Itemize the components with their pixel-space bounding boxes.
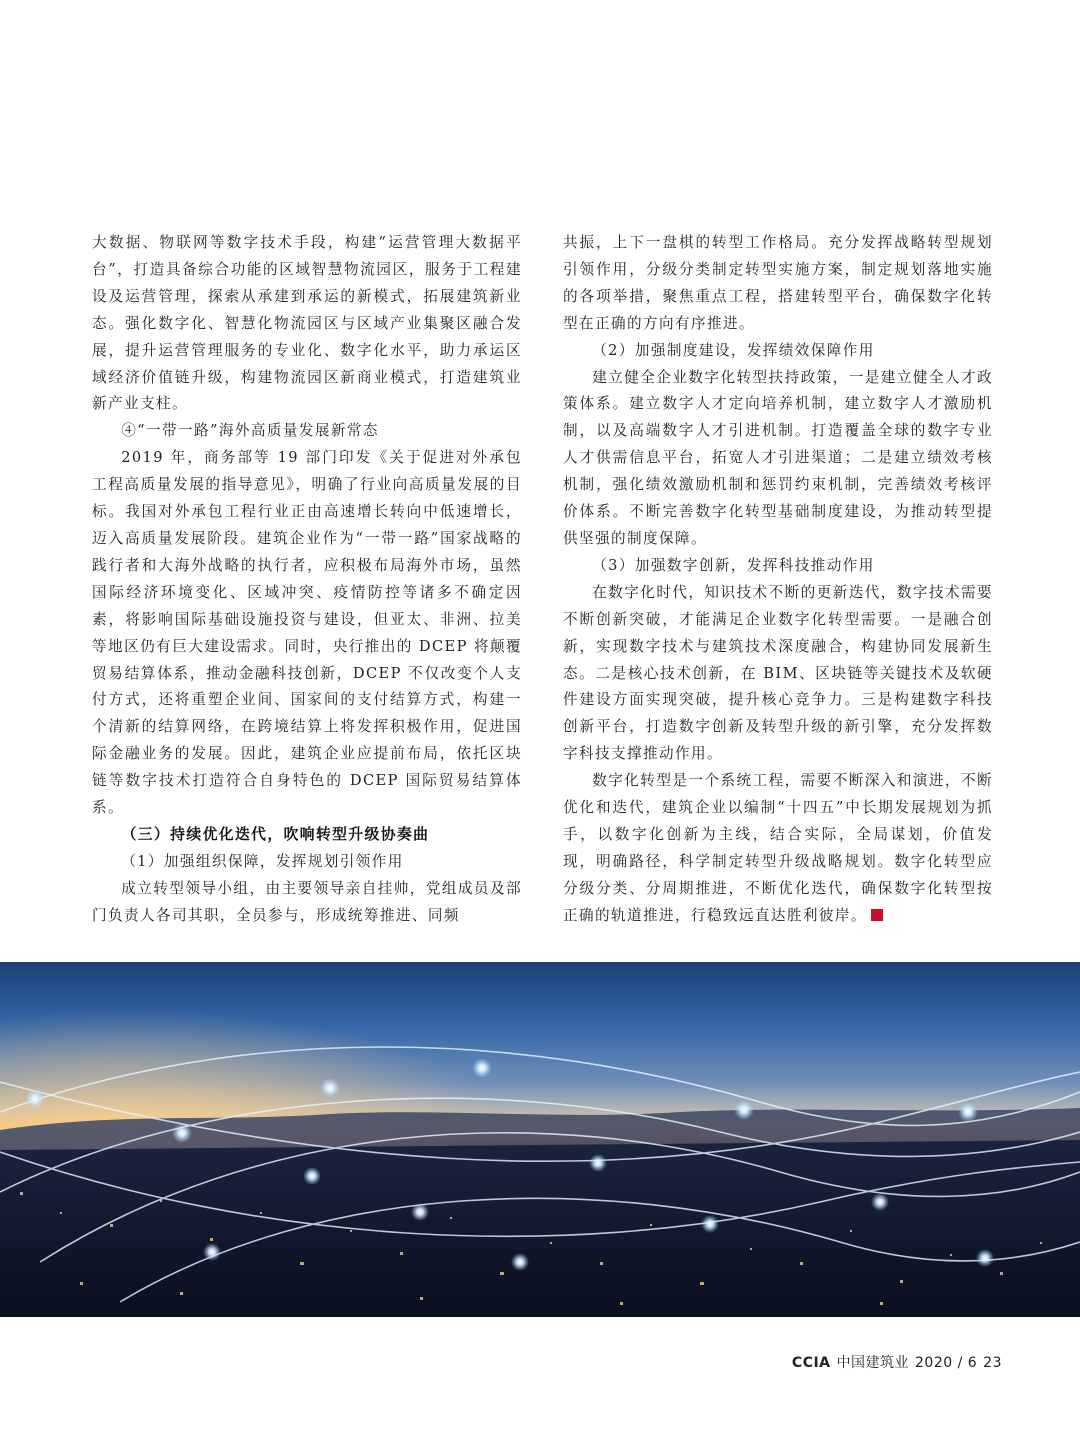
page-footer bbox=[792, 1352, 1002, 1372]
paragraph: 大数据、物联网等数字技术手段，构建“运营管理大数据平台”，打造具备综合功能的区域智慧物流园区，服务于工程建设及运营管理，探索从承建到承运的新模式，拓展建筑新业态。强化数字化、智慧化物流园区与区域产业集聚区融合发展，提升运营管理服务的专业化、数字化水平，助力承运区域经济价值链升级，构建物流园区新商业模式，打造建筑业新产业支柱。 bbox=[92, 234, 522, 413]
footer-magazine: 中国建筑业 bbox=[836, 1355, 910, 1371]
closing-paragraph bbox=[563, 768, 993, 929]
closing-paragraph-text: 数字化转型是一个系统工程，需要不断深入和演进，不断优化和迭代，建筑企业以编制“十四五”中长期发展规划为抓手，以数字化创新为主线，结合实际，全局谋划，价值发现，明确路径，科学制定转型升级战略规划。数字化转型应分级分类、分周期推进，不断优化迭代，确保数字化转型按正确的轨道推进，行稳致远直达胜利彼岸。 bbox=[563, 772, 993, 924]
footer-brand: CCIA bbox=[791, 1355, 831, 1371]
subheading: （1）加强组织保障，发挥规划引领作用 bbox=[121, 852, 404, 870]
footer-issue: 2020 / 6 bbox=[915, 1355, 978, 1371]
left-column bbox=[92, 230, 522, 930]
subheading: ④“一带一路”海外高质量发展新常态 bbox=[121, 422, 379, 440]
page-number: 23 bbox=[983, 1355, 1002, 1371]
section-heading: （三）持续优化迭代，吹响转型升级协奏曲 bbox=[121, 825, 430, 843]
end-mark-icon bbox=[871, 909, 883, 921]
right-column bbox=[563, 230, 993, 930]
paragraph: 2019 年，商务部等 19 部门印发《关于促进对外承包工程高质量发展的指导意见》，明确了行业向高质量发展的目标。我国对外承包工程行业正由高速增长转向中低速增长，迈入高质量发展阶段。建筑企业作为“一带一路”国家战略的践行者和大海外战略的执行者，应积极布局海外市场，虽然国际经济环境变化、区域冲突、疫情防控等诸多不确定因素，将影响国际基础设施投资与建设，但亚太、非洲、拉美等地区仍有巨大建设需求。同时，央行推出的 DCEP 将颠覆贸易结算体系，推动金融科技创新，DCEP 不仅改变个人支付方式，还将重塑企业间、国家间的支付结算方式，构建一个清新的结算网络，在跨境结算上将发挥积极作用，促进国际金融业务的发展。因此，建筑企业应提前布局，依托区块链等数字技术打造符合自身特色的 DCEP 国际贸易结算体系。 bbox=[92, 449, 522, 817]
paragraph: 成立转型领导小组，由主要领导亲自挂帅，党组成员及部门负责人各司其职，全员参与，形成统筹推进、同频 bbox=[92, 879, 522, 924]
paragraph: 在数字化时代，知识技术不断的更新迭代，数字技术需要不断创新突破，才能满足企业数字化转型需要。一是融合创新，实现数字技术与建筑技术深度融合，构建协同发展新生态。二是核心技术创新，在 BIM、区块链等关键技术及软硬件建设方面实现突破，提升核心竞争力。三是构建数字科技创新平台，打造数字创新及转型升级的新引擎，充分发挥数字科技支撑推动作用。 bbox=[563, 583, 993, 763]
subheading: （2）加强制度建设，发挥绩效保障作用 bbox=[592, 341, 875, 359]
city-network-photo bbox=[0, 962, 1080, 1317]
paragraph: 建立健全企业数字化转型扶持政策，一是建立健全人才政策体系。建立数字人才定向培养机制，建立数字人才激励机制，以及高端数字人才引进机制。打造覆盖全球的数字专业人才供需信息平台，拓宽人才引进渠道；二是建立绩效考核机制，强化绩效激励机制和惩罚约束机制，完善绩效考核评价体系。不断完善数字化转型基础制度建设，为推动转型提供坚强的制度保障。 bbox=[563, 368, 993, 547]
paragraph: 共振，上下一盘棋的转型工作格局。充分发挥战略转型规划引领作用，分级分类制定转型实施方案，制定规划落地实施的各项举措，聚焦重点工程，搭建转型平台，确保数字化转型在正确的方向有序推进。 bbox=[563, 234, 993, 332]
subheading: （3）加强数字创新，发挥科技推动作用 bbox=[592, 556, 875, 574]
